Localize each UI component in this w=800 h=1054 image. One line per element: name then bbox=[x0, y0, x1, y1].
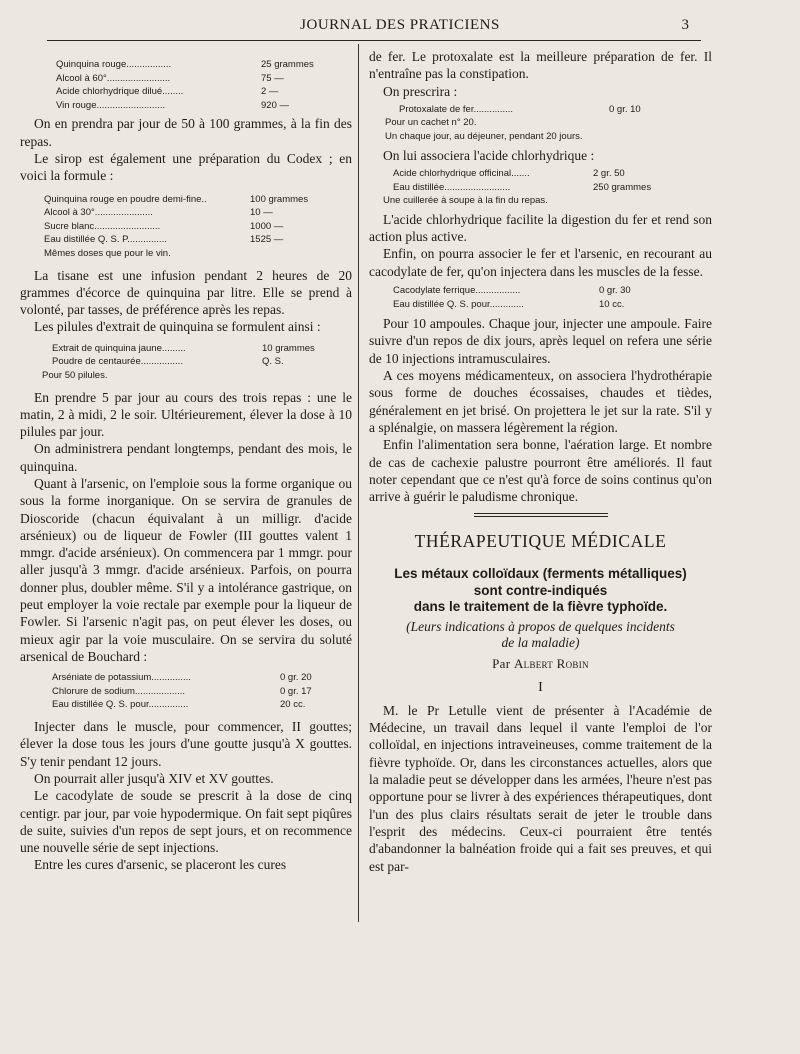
page-number: 3 bbox=[681, 17, 689, 33]
recipe-row: Alcool à 30°...................... 10 — bbox=[44, 207, 273, 219]
arsenic-recipe bbox=[52, 671, 352, 712]
recipe-row: Arséniate de potassium............... 0 gr. 20 bbox=[52, 672, 312, 684]
article-subtitle-line: (Leurs indications à propos de quelques incidents bbox=[406, 618, 675, 634]
paragraph: On en prendra par jour de 50 à 100 grammes, à la fin des repas. bbox=[20, 116, 352, 149]
paragraph: On lui associera l'acide chlorhydrique : bbox=[383, 147, 595, 163]
paragraph: Le sirop est également une préparation du Codex ; en voici la formule : bbox=[20, 150, 352, 184]
paragraph: L'acide chlorhydrique facilite la digestion du fer et rend son action plus active. bbox=[369, 211, 712, 245]
recipe-row: Cacodylate ferrique................. 0 gr. 30 bbox=[393, 284, 631, 296]
recipe-row: Chlorure de sodium................... 0 gr. 17 bbox=[52, 685, 312, 697]
recipe-note: Pour un cachet n° 20. bbox=[385, 117, 477, 129]
paragraph: Injecter dans le muscle, pour commencer, II gouttes; élever la dose tous les jours d'une goutte jusqu'à X gouttes. S'y tenir pendant 12 jours. bbox=[20, 719, 352, 769]
article-subtitle-line: de la maladie) bbox=[501, 635, 580, 651]
recipe-note: Pour 50 pilules. bbox=[42, 369, 108, 381]
paragraph: La tisane est une infusion pendant 2 heures de 20 grammes d'écorce de quinquina par litre. Elle se prend à volonté, par tasses, de préférence après les repas. bbox=[20, 267, 352, 318]
recipe-row: Eau distillée......................... 250 grammes bbox=[393, 181, 652, 193]
recipe-row: Sucre blanc......................... 1000 — bbox=[44, 220, 284, 232]
paragraph: En prendre 5 par jour au cours des trois repas : une le matin, 2 à midi, 2 le soir. Ultérieurement, élever la dose à 10 pilules par jour. bbox=[20, 389, 352, 440]
section-numeral: I bbox=[538, 679, 543, 695]
recipe-row: Eau distillée Q. S. P............... 1525 — bbox=[44, 234, 284, 246]
author-prefix: Par bbox=[492, 655, 511, 671]
pill-recipe bbox=[42, 342, 352, 383]
wine-recipe bbox=[56, 58, 352, 112]
article-subtitle bbox=[369, 619, 712, 652]
left-column bbox=[20, 48, 352, 874]
recipe-row: Extrait de quinquina jaune......... 10 grammes bbox=[52, 342, 315, 354]
recipe-note: Mêmes doses que pour le vin. bbox=[44, 247, 171, 259]
cacodylate-recipe bbox=[393, 284, 712, 311]
acid-recipe bbox=[383, 167, 712, 208]
paragraph: A ces moyens médicamenteux, on associera l'hydrothérapie sous forme de douches écossaises, chaudes et tièdes, généralement en jet brisé. On projettera le jet sur la rate. S'il y a splénalgie, on massera légèrement la région. bbox=[369, 368, 712, 435]
section-title: THÉRAPEUTIQUE MÉDICALE bbox=[414, 531, 667, 552]
author-line bbox=[369, 656, 712, 672]
recipe-row: Poudre de centaurée................ Q. S. bbox=[52, 356, 284, 368]
column-divider bbox=[358, 44, 359, 922]
recipe-row: Vin rouge.......................... 920 — bbox=[56, 99, 289, 111]
recipe-row: Protoxalate de fer............... 0 gr. 10 bbox=[399, 103, 641, 115]
right-column bbox=[369, 48, 712, 875]
syrup-recipe bbox=[44, 193, 352, 261]
recipe-row: Eau distillée Q. S. pour............... 20 cc. bbox=[52, 699, 306, 711]
paragraph: Entre les cures d'arsenic, se placeront les cures bbox=[34, 857, 287, 873]
header-rule bbox=[47, 40, 701, 41]
recipe-note: Un chaque jour, au déjeuner, pendant 20 jours. bbox=[385, 131, 583, 143]
paragraph: On administrera pendant longtemps, pendant des mois, le quinquina. bbox=[20, 441, 352, 474]
section-separator bbox=[474, 513, 608, 517]
recipe-row: Quinquina rouge en poudre demi-fine.. 100 grammes bbox=[44, 193, 309, 205]
recipe-note: Une cuillerée à soupe à la fin du repas. bbox=[383, 195, 548, 207]
iron-recipe bbox=[385, 103, 712, 144]
paragraph: On pourrait aller jusqu'à XIV et XV gouttes. bbox=[34, 770, 274, 786]
journal-title: JOURNAL DES PRATICIENS bbox=[300, 17, 500, 33]
article-title-line: sont contre-indiqués bbox=[473, 582, 608, 598]
paragraph: Quant à l'arsenic, on l'emploie sous la forme organique ou sous la forme inorganique. On se servira de granules de Dioscoride (chacun équivalant à un milligr. d'acide arsénieux) ou de liqueur de Fowler (III gouttes valent 1 mmgr. d'acide arsénieux). On commencera par 1 mmgr. pour aller jusqu'à 3 mmgr. d'acide arsénieux. Parfois, on pourra donner plus, doubler même. S'il y a intolérance gastrique, on peut employer la voie rectale par exemple pour la liqueur de Fowler. Si l'arsenic n'agit pas, on peut élever les doses, ou mieux agir par la voie musculaire. On se servira du soluté arsenical de Bouchard : bbox=[20, 475, 352, 664]
recipe-row: Acide chlorhydrique officinal....... 2 gr. 50 bbox=[393, 167, 625, 179]
paragraph: On prescrira : bbox=[383, 83, 458, 99]
paragraph: Pour 10 ampoules. Chaque jour, injecter une ampoule. Faire suivre d'un repos de dix jours, après lequel on refera une série de 10 injections intramusculaires. bbox=[369, 316, 712, 366]
recipe-row: Alcool à 60°........................ 75 — bbox=[56, 72, 284, 84]
article-title bbox=[369, 566, 712, 616]
paragraph: Les pilules d'extrait de quinquina se formulent ainsi : bbox=[34, 319, 321, 335]
paragraph: M. le Pr Letulle vient de présenter à l'Académie de Médecine, un travail dans lequel il vante l'emploi de l'or colloïdal, en injections intraveineuses, comme traitement de la fièvre typhoïde. Or, dans les circonstances actuelles, alors que la maladie peut se développer dans les armées, l'heure n'est pas opportune pour se livrer à des expériences thérapeutiques, dont l'un des plus clairs résultats serait de jeter le trouble dans l'esprit des médecins. Ceux-ci pourraient être tentés d'abandonner la balnéation froide qui a fait ses preuves, et qui est par- bbox=[369, 702, 712, 874]
paragraph: Enfin, on pourra associer le fer et l'arsenic, en recourant au cacodylate de fer, qu'on injectera dans les muscles de la fesse. bbox=[369, 246, 712, 279]
recipe-row: Acide chlorhydrique dilué........ 2 — bbox=[56, 86, 279, 98]
article-title-line: dans le traitement de la fièvre typhoïde. bbox=[413, 599, 668, 615]
recipe-row: Quinquina rouge................. 25 grammes bbox=[56, 59, 314, 70]
author-name: Albert Robin bbox=[513, 655, 589, 671]
recipe-row: Eau distillée Q. S. pour............. 10 cc. bbox=[393, 298, 625, 310]
paragraph: Le cacodylate de soude se prescrit à la dose de cinq centigr. par jour, par voie hypodermique. On fait sept piqûres de suite, suivies d'un repos de sept jours, et on recommence une nouvelle série de sept injections. bbox=[20, 788, 352, 856]
article-title-line: Les métaux colloïdaux (ferments métalliques) bbox=[394, 566, 687, 582]
paragraph: Enfin l'alimentation sera bonne, l'aération large. Et nombre de cas de cachexie palustre pourront être améliorés. Il faut noter cependant que ce n'est qu'à force de soins continus qu'on arrive à guérir le paludisme chronique. bbox=[369, 437, 712, 505]
paragraph: de fer. Le protoxalate est la meilleure préparation de fer. Il n'entraîne pas la constipation. bbox=[369, 49, 712, 82]
